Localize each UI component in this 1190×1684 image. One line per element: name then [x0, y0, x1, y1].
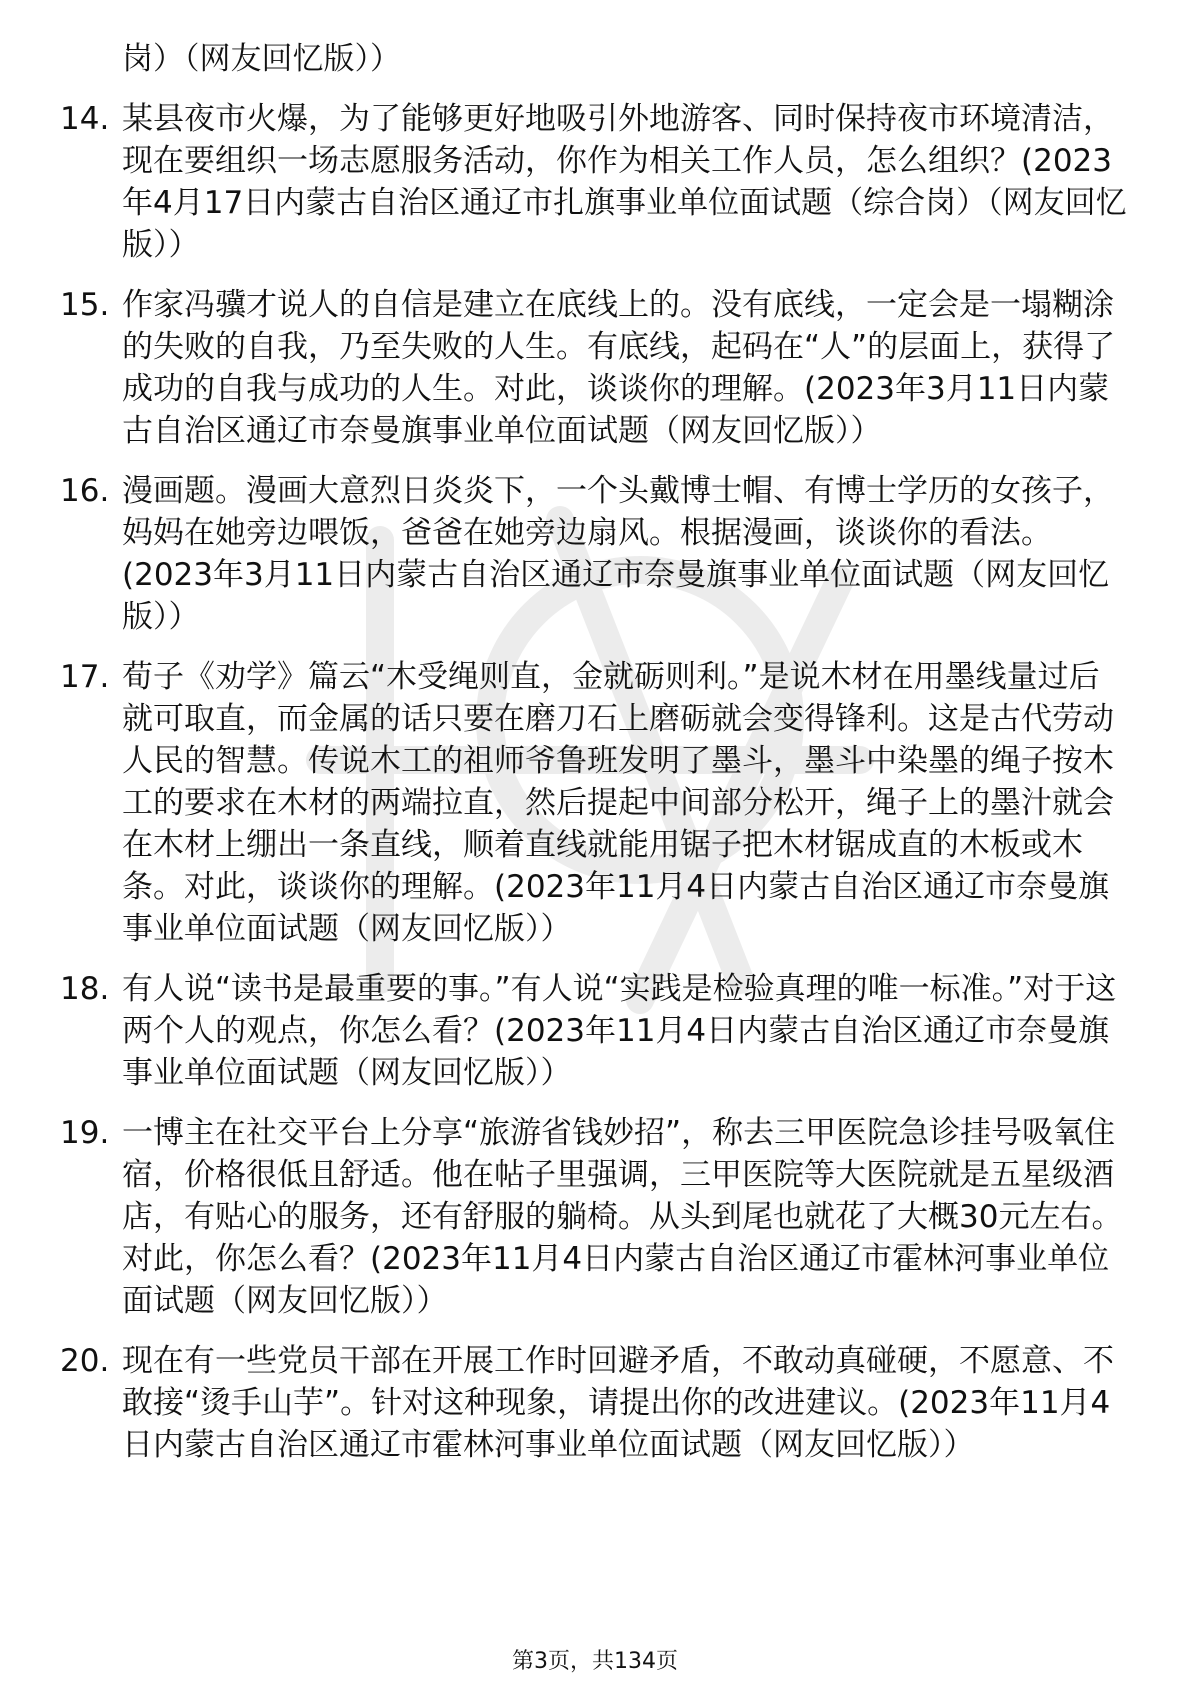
- question-text: 漫画题。漫画大意烈日炎炎下，一个头戴博士帽、有博士学历的女孩子，妈妈在她旁边喂饭，爸爸在她旁边扇风。根据漫画，谈谈你的看法。(2023年3月11日内蒙古自治区通辽市奈曼旗事业单位面试题（网友回忆版））: [122, 473, 1114, 635]
- question-number: 16.: [60, 473, 110, 509]
- question-number: 17.: [60, 659, 110, 695]
- question-text: 有人说“读书是最重要的事。”有人说“实践是检验真理的唯一标准。”对于这两个人的观点，你怎么看？(2023年11月4日内蒙古自治区通辽市奈曼旗事业单位面试题（网友回忆版））: [122, 971, 1117, 1091]
- question-number: 18.: [60, 971, 110, 1007]
- question-text: 荀子《劝学》篇云“木受绳则直，金就砺则利。”是说木材在用墨线量过后就可取直，而金属的话只要在磨刀石上磨砺就会变得锋利。这是古代劳动人民的智慧。传说木工的祖师爷鲁班发明了墨斗，墨斗中染墨的绳子按木工的要求在木材的两端拉直，然后提起中间部分松开，绳子上的墨汁就会在木材上绷出一条直线，顺着直线就能用锯子把木材锯成直的木板或木条。对此，谈谈你的理解。(2023年11月4日内蒙古自治区通辽市奈曼旗事业单位面试题（网友回忆版））: [122, 659, 1114, 947]
- question-number: 19.: [60, 1115, 110, 1151]
- question-item: [60, 284, 1130, 452]
- page-footer: 第3页，共134页: [512, 1649, 678, 1674]
- continuation-text: 岗）（网友回忆版））: [122, 41, 401, 77]
- document-body: [60, 38, 1130, 1484]
- question-number: 15.: [60, 287, 110, 323]
- question-number: 14.: [60, 101, 110, 137]
- question-item: [60, 98, 1130, 266]
- question-item: [60, 470, 1130, 638]
- question-item: [60, 656, 1130, 950]
- question-text: 作家冯骥才说人的自信是建立在底线上的。没有底线，一定会是一塌糊涂的失败的自我，乃至失败的人生。有底线，起码在“人”的层面上，获得了成功的自我与成功的人生。对此，谈谈你的理解。(2023年3月11日内蒙古自治区通辽市奈曼旗事业单位面试题（网友回忆版））: [122, 287, 1116, 449]
- question-text: 现在有一些党员干部在开展工作时回避矛盾，不敢动真碰硬，不愿意、不敢接“烫手山芋”。针对这种现象，请提出你的改进建议。(2023年11月4日内蒙古自治区通辽市霍林河事业单位面试题（网友回忆版））: [122, 1343, 1114, 1463]
- question-number: 20.: [60, 1343, 110, 1379]
- question-item: [60, 1340, 1130, 1466]
- question-text: 一博主在社交平台上分享“旅游省钱妙招”，称去三甲医院急诊挂号吸氧住宿，价格很低且舒适。他在帖子里强调，三甲医院等大医院就是五星级酒店，有贴心的服务，还有舒服的躺椅。从头到尾也就花了大概30元左右。对此，你怎么看？(2023年11月4日内蒙古自治区通辽市霍林河事业单位面试题（网友回忆版））: [122, 1115, 1123, 1319]
- question-item: [60, 1112, 1130, 1322]
- question-text: 某县夜市火爆，为了能够更好地吸引外地游客、同时保持夜市环境清洁，现在要组织一场志愿服务活动，你作为相关工作人员，怎么组织？(2023年4月17日内蒙古自治区通辽市扎旗事业单位面试题（综合岗）（网友回忆版））: [122, 101, 1127, 263]
- question-item: [60, 968, 1130, 1094]
